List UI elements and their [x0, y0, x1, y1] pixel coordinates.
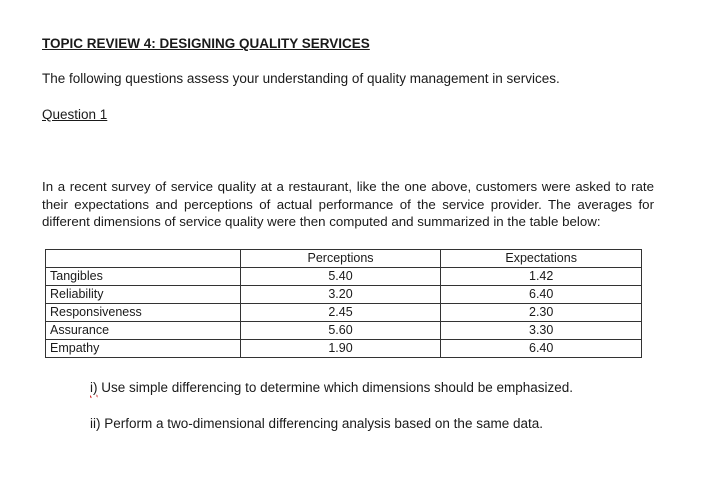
- subquestion-1-number: i): [90, 380, 98, 395]
- dimension-cell: Tangibles: [46, 268, 241, 286]
- question-label: Question 1: [42, 107, 108, 122]
- perception-cell: 5.40: [240, 268, 441, 286]
- table-row: [46, 322, 642, 340]
- dimension-cell: Responsiveness: [46, 304, 241, 322]
- subquestion-2: ii) Perform a two-dimensional differencing analysis based on the same data.: [90, 416, 543, 431]
- table-header-cell: Expectations: [441, 250, 642, 268]
- table-header-row: [46, 250, 642, 268]
- service-quality-table: [45, 249, 642, 358]
- question-paragraph: In a recent survey of service quality at a restaurant, like the one above, customers were asked to rate their expectations and perceptions of actual performance of the service provider. The averages for different dimensions of service quality were then computed and summarized in the table below:: [42, 179, 654, 229]
- subquestion-1-text: Use simple differencing to determine which dimensions should be emphasized.: [97, 380, 574, 395]
- perception-cell: 5.60: [240, 322, 441, 340]
- table-row: [46, 340, 642, 358]
- table-row: [46, 304, 642, 322]
- intro-text: The following questions assess your understanding of quality management in services.: [42, 71, 560, 86]
- perception-cell: 2.45: [240, 304, 441, 322]
- expectation-cell: 1.42: [441, 268, 642, 286]
- expectation-cell: 2.30: [441, 304, 642, 322]
- table-header-cell: Perceptions: [240, 250, 441, 268]
- table-row: [46, 286, 642, 304]
- expectation-cell: 3.30: [441, 322, 642, 340]
- dimension-cell: Reliability: [46, 286, 241, 304]
- dimension-cell: Empathy: [46, 340, 241, 358]
- subquestion-1: [90, 380, 573, 395]
- expectation-cell: 6.40: [441, 340, 642, 358]
- perception-cell: 3.20: [240, 286, 441, 304]
- table-header-cell: [46, 250, 241, 268]
- perception-cell: 1.90: [240, 340, 441, 358]
- table-row: [46, 268, 642, 286]
- expectation-cell: 6.40: [441, 286, 642, 304]
- page-heading: TOPIC REVIEW 4: DESIGNING QUALITY SERVICES: [42, 36, 370, 51]
- dimension-cell: Assurance: [46, 322, 241, 340]
